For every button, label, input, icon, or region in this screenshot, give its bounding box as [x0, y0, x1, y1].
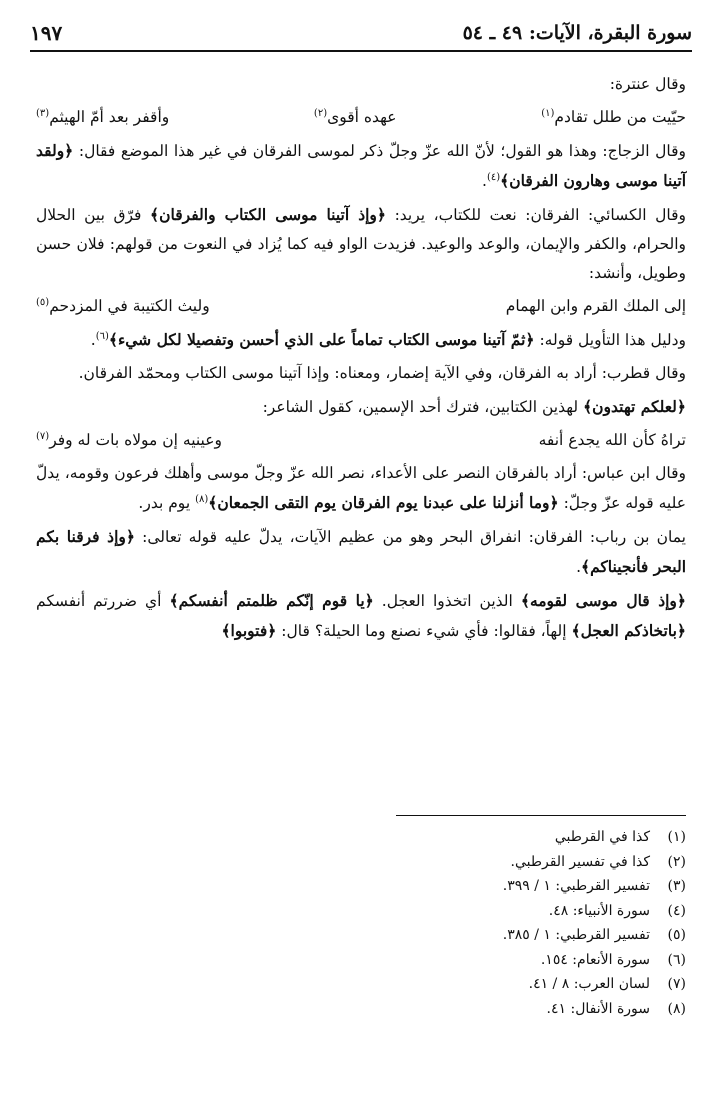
- paragraph: وقال ابن عباس: أراد بالفرقان النصر على الأعداء، نصر الله عزّ وجلّ موسى وأهلك فرعون وقومه، يدلّ عليه قوله عزّ وجلّ: ﴿وما أنزلنا على عبدنا يوم الفرقان يوم التقى الجمعان﴾$^{(٨)}$ يوم بدر.: [36, 464, 686, 512]
- footnote-ref: (١): [541, 107, 555, 119]
- footnote-ref: (٨): [195, 493, 209, 505]
- running-title: سورة البقرة، الآيات: ٤٩ ـ ٥٤: [462, 22, 692, 44]
- verse-hemistich: تراهُ كأن الله يجدع أنفه: [538, 431, 686, 449]
- verse-hemistich: عهده أقوى$^{(٢)}$: [313, 107, 397, 126]
- poem-verse: [36, 103, 686, 132]
- quran-quote: ﴿باتخاذكم العجل﴾: [571, 621, 686, 640]
- footnote: (١) كذا في القرطبي: [554, 829, 686, 845]
- footnote-ref: (٤): [486, 171, 501, 183]
- verse-hemistich: وليث الكتيبة في المزدحم$^{(٥)}$: [36, 296, 210, 315]
- footnote: (٨) سورة الأنفال: ٤١.: [546, 1000, 686, 1017]
- verse-hemistich: وعينيه إن مولاه بات له وفر$^{(٧)}$: [36, 430, 222, 449]
- footnote: (٣) تفسير القرطبي: ١ / ٣٩٩.: [502, 878, 686, 894]
- paragraph: وقال الكسائي: الفرقان: نعت للكتاب، يريد: ﴿وإذ آتينا موسى الكتاب والفرقان﴾ فرّق بين الحلال والحرام، والكفر والإيمان، والوعد والوعيد. فزيدت الواو فيه كما يُزاد في النعوت من قولهم: فلان حسن وطويل، وأنشد:: [36, 205, 686, 282]
- page-number: ١٩٧: [30, 21, 63, 45]
- footnote: (٤) سورة الأنبياء: ٤٨.: [548, 902, 686, 919]
- quran-quote: ﴿وإذ فرقنا بكم البحر فأنجيناكم﴾: [36, 527, 686, 576]
- quran-quote: ﴿لعلكم تهتدون﴾: [583, 397, 686, 416]
- footnote-ref: (٧): [36, 430, 50, 442]
- quran-quote: ﴿فتوبوا﴾: [221, 621, 277, 640]
- footnote: (٥) تفسير القرطبي: ١ / ٣٨٥.: [502, 927, 686, 943]
- paragraph: ودليل هذا التأويل قوله: ﴿ثمّ آتينا موسى الكتاب تماماً على الذي أحسن وتفصيلا لكل شيء﴾$^{(٦)}$.: [90, 330, 686, 349]
- poem-verse: [36, 292, 686, 321]
- footnote: (٧) لسان العرب: ٨ / ٤١.: [528, 976, 686, 992]
- quran-quote: ﴿وإذ آتينا موسى الكتاب والفرقان﴾: [150, 205, 386, 224]
- footnote-rule: [396, 815, 686, 816]
- header-rule: [30, 50, 692, 52]
- verse-hemistich: حيّيت من طلل تقادم$^{(١)}$: [541, 107, 686, 126]
- poem-verse: [36, 426, 686, 455]
- page-header: [30, 18, 692, 48]
- verse-hemistich: وأقفر بعد أمّ الهيثم$^{(٣)}$: [36, 107, 170, 126]
- paragraph: وقال قطرب: أراد به الفرقان، وفي الآية إضمار، ومعناه: وإذا آتينا موسى الكتاب ومحمّد الفرقان.: [78, 364, 686, 382]
- footnote: (٢) كذا في تفسير القرطبي.: [510, 853, 686, 870]
- footnote-ref: (٢): [313, 107, 328, 119]
- paragraph: يمان بن رباب: الفرقان: انفراق البحر وهو من عظيم الآيات، يدلّ عليه قوله تعالى: ﴿وإذ فرقنا بكم البحر فأنجيناكم﴾.: [36, 527, 687, 576]
- footnotes: [356, 825, 686, 1021]
- footnote-ref: (٦): [95, 330, 109, 342]
- paragraph: وقال الزجاج: وهذا هو القول؛ لأنّ الله عزّ وجلّ ذكر لموسى الفرقان في غير هذا الموضع فقال: ﴿ولقد آتينا موسى وهارون الفرقان﴾$^{(٤)}$.: [36, 141, 686, 190]
- footnote-ref: (٥): [36, 296, 50, 308]
- quran-quote: ﴿وإذ قال موسى لقومه﴾: [520, 591, 686, 610]
- footnote-ref: (٣): [36, 107, 50, 119]
- paragraph: ﴿وإذ قال موسى لقومه﴾ الذين اتخذوا العجل. ﴿يا قوم إنّكم ظلمتم أنفسكم﴾ أي ضررتم أنفسكم ﴿باتخاذكم العجل﴾ إلهاً، فقالوا: فأي شيء نصنع وما الحيلة؟ قال: ﴿فتوبوا﴾: [36, 591, 686, 640]
- quran-quote: ﴿يا قوم إنّكم ظلمتم أنفسكم﴾: [169, 591, 374, 610]
- verse-hemistich: إلى الملك القرم وابن الهمام: [505, 297, 686, 315]
- quran-quote: ﴿ولقد آتينا موسى وهارون الفرقان﴾: [36, 141, 686, 190]
- quran-quote: ﴿وما أنزلنا على عبدنا يوم الفرقان يوم التقى الجمعان﴾: [208, 493, 559, 512]
- quran-quote: ﴿ثمّ آتينا موسى الكتاب تماماً على الذي أحسن وتفصيلا لكل شيء﴾: [108, 330, 535, 349]
- paragraph: وقال عنترة:: [609, 75, 686, 93]
- main-text: [36, 70, 686, 650]
- paragraph: ﴿لعلكم تهتدون﴾ لهذين الكتابين، فترك أحد الإسمين، كقول الشاعر:: [262, 397, 686, 416]
- footnote: (٦) سورة الأنعام: ١٥٤.: [540, 951, 686, 968]
